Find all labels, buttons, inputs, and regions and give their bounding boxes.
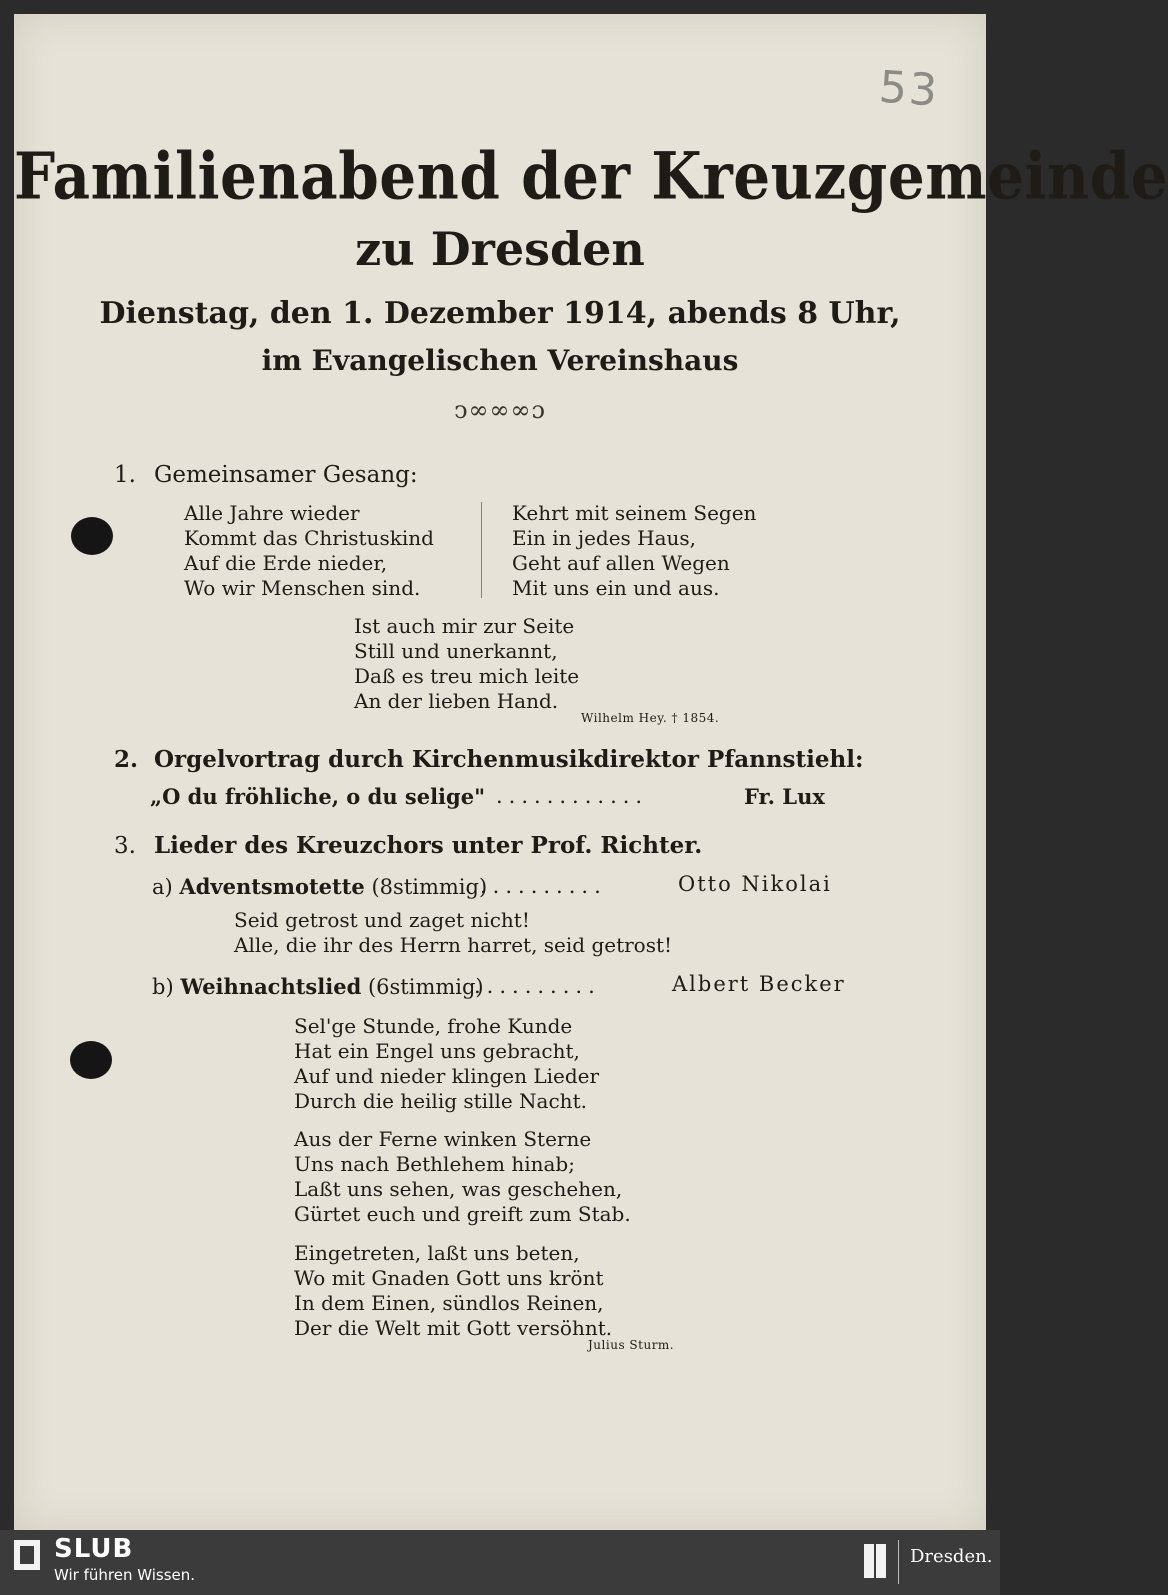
verse-line: In dem Einen, sündlos Reinen, [294,1291,604,1315]
song-voices: (6stimmig) [367,975,484,999]
hymn-author: Wilhelm Hey. † 1854. [581,711,720,725]
song-b-stanza-3 [294,1241,612,1341]
hymn-verse-right [512,501,756,601]
footer-slogan: Wir führen Wissen. [54,1566,196,1584]
item-title: Gemeinsamer Gesang: [154,462,418,488]
program-item-3 [114,832,702,859]
document-page [14,14,1168,1530]
item-number: 3. [114,833,136,859]
footer-brand[interactable]: SLUB [54,1534,134,1564]
verse-line: Seid getrost und zaget nicht! [234,908,530,932]
song-a-heading [152,874,487,899]
verse-line: Durch die heilig stille Nacht. [294,1089,587,1113]
item-number: 2. [114,746,139,773]
verse-line: Laßt uns sehen, was geschehen, [294,1177,623,1201]
leader-dots: ............ [496,784,649,808]
verse-line: Mit uns ein und aus. [512,576,720,600]
item-title: Orgelvortrag durch Kirchenmusikdirektor Pfannstiehl: [154,746,864,773]
program-item-2 [114,746,863,773]
song-b-composer: Albert Becker [672,972,846,996]
verse-line: Alle, die ihr des Herrn harret, seid getrost! [234,933,673,957]
verse-line: Aus der Ferne winken Sterne [294,1127,592,1151]
document-subtitle: zu Dresden [355,222,645,276]
verse-line: Still und unerkannt, [354,639,558,663]
punch-hole [71,517,113,555]
pencil-page-number: 53 [877,61,941,117]
song-name: Weihnachtslied [180,974,362,999]
event-venue: im Evangelischen Vereinshaus [261,344,739,377]
document-title: Familienabend der Kreuzgemeinde [14,137,1168,215]
leader-dots: .......... [480,874,607,898]
footer-divider [898,1540,899,1584]
item-number: 1. [114,462,136,488]
song-name: Adventsmotette [179,874,365,899]
event-date: Dienstag, den 1. Dezember 1914, abends 8 Uhr, [99,296,901,331]
verse-line: Auf und nieder klingen Lieder [294,1064,600,1088]
verse-line: Alle Jahre wieder [184,501,360,525]
leader-dots: .......... [474,974,601,998]
song-b-stanza-2 [294,1127,631,1227]
verse-line: Sel'ge Stunde, frohe Kunde [294,1014,573,1038]
song-b-author: Julius Sturm. [588,1338,675,1352]
song-voices: (8stimmig) [371,875,488,899]
verse-line: Wo wir Menschen sind. [184,576,421,600]
item-title: Lieder des Kreuzchors unter Prof. Richter. [154,832,703,859]
verse-line: Kehrt mit seinem Segen [512,501,757,525]
verse-line: Geht auf allen Wegen [512,551,730,575]
ornament-divider: ↄ∞∞∞ɔ [454,396,546,424]
song-marker: a) [152,875,173,899]
organ-piece-title: „O du fröhliche, o du selige" [150,784,486,809]
verse-line: Gürtet euch und greift zum Stab. [294,1202,631,1226]
song-b-stanza-1 [294,1014,599,1114]
verse-line: Hat ein Engel uns gebracht, [294,1039,580,1063]
verse-line: Kommt das Christuskind [184,526,434,550]
verse-line: Wo mit Gnaden Gott uns krönt [294,1266,604,1290]
program-item-1 [114,462,418,488]
organ-piece-composer: Fr. Lux [744,784,825,809]
verse-line: Eingetreten, laßt uns beten, [294,1241,580,1265]
song-b-heading [152,974,484,999]
footer-city-logo[interactable]: Dresden. [910,1546,993,1567]
verse-divider [481,502,482,598]
verse-line: Daß es treu mich leite [354,664,580,688]
song-a-composer: Otto Nikolai [678,872,832,896]
hymn-verse-left [184,501,434,601]
verse-line: Auf die Erde nieder, [184,551,388,575]
book-icon [14,1540,40,1570]
verse-line: Uns nach Bethlehem hinab; [294,1152,575,1176]
verse-line: Der die Welt mit Gott versöhnt. [294,1316,613,1340]
viewer-footer [0,1530,1000,1595]
punch-hole [70,1041,112,1079]
city-crest-icon [864,1544,886,1578]
verse-line: Ein in jedes Haus, [512,526,697,550]
song-marker: b) [152,975,174,999]
song-a-text [234,908,672,958]
hymn-verse-center [354,614,579,714]
verse-line: An der lieben Hand. [354,689,559,713]
verse-line: Ist auch mir zur Seite [354,614,575,638]
